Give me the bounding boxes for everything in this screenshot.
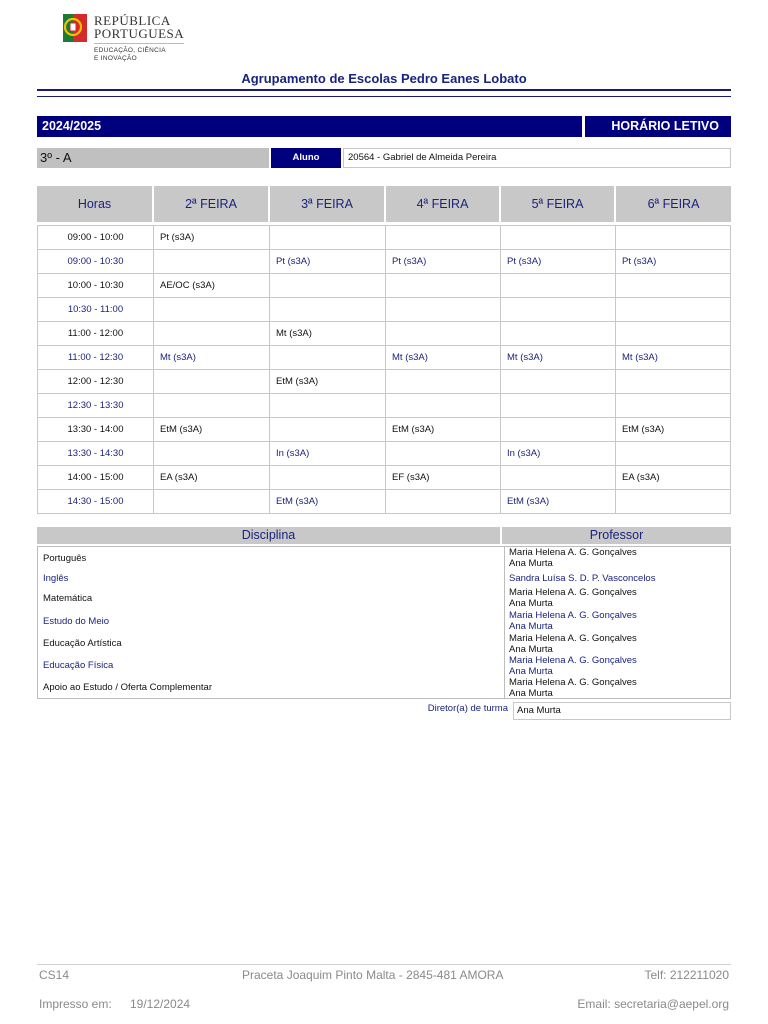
header-rule-thin <box>37 96 731 97</box>
footer-code: CS14 <box>39 968 70 982</box>
logo-line-2: PORTUGUESA <box>94 26 185 41</box>
student-value: 20564 - Gabriel de Almeida Pereira <box>343 148 731 168</box>
table-row <box>37 442 731 466</box>
subject-name: Inglês <box>43 573 69 584</box>
table-cell: Mt (s3A) <box>616 346 731 370</box>
table-row <box>37 418 731 442</box>
teacher-name: Maria Helena A. G. Gonçalves <box>509 547 637 558</box>
table-cell <box>154 298 270 322</box>
table-cell: EtM (s3A) <box>501 490 616 514</box>
table-cell: Pt (s3A) <box>386 250 501 274</box>
header-wednesday: 4ª FEIRA <box>386 186 501 222</box>
time-cell: 10:30 - 11:00 <box>37 298 154 322</box>
table-cell <box>616 225 731 250</box>
logo-ministry-1: EDUCAÇÃO, CIÊNCIA <box>94 47 166 54</box>
printed-date: 19/12/2024 <box>130 997 191 1011</box>
schedule-table <box>37 186 731 514</box>
table-cell <box>270 274 386 298</box>
table-cell <box>616 370 731 394</box>
class-name: 3º - A <box>37 148 269 168</box>
table-cell <box>501 225 616 250</box>
table-cell <box>270 346 386 370</box>
logo-line-1: REPÚBLICA <box>94 13 171 28</box>
footer-phone: Telf: 212211020 <box>644 968 729 982</box>
table-cell <box>386 274 501 298</box>
teacher-header: Professor <box>502 527 731 544</box>
table-cell <box>501 418 616 442</box>
teacher-name: Maria Helena A. G. Gonçalves <box>509 677 637 688</box>
table-cell: In (s3A) <box>270 442 386 466</box>
table-cell <box>270 466 386 490</box>
header-rule <box>37 89 731 91</box>
table-cell: EtM (s3A) <box>386 418 501 442</box>
logo-divider <box>94 43 184 44</box>
time-cell: 14:30 - 15:00 <box>37 490 154 514</box>
header-horas: Horas <box>37 186 154 222</box>
table-cell <box>501 322 616 346</box>
footer-email: Email: secretaria@aepel.org <box>577 997 729 1011</box>
table-cell <box>501 370 616 394</box>
teacher-name: Ana Murta <box>509 621 553 632</box>
list-item <box>38 633 730 655</box>
time-cell: 14:00 - 15:00 <box>37 466 154 490</box>
time-cell: 12:30 - 13:30 <box>37 394 154 418</box>
table-row <box>37 394 731 418</box>
teacher-name: Ana Murta <box>509 644 553 655</box>
table-cell <box>154 370 270 394</box>
teacher-name: Sandra Luísa S. D. P. Vasconcelos <box>509 573 656 584</box>
footer-rule <box>37 964 731 965</box>
table-cell <box>270 225 386 250</box>
school-name: Agrupamento de Escolas Pedro Eanes Lobato <box>241 71 527 86</box>
printed-label: Impresso em: <box>39 997 112 1011</box>
school-year: 2024/2025 <box>37 116 582 137</box>
table-cell <box>616 490 731 514</box>
discipline-header: Disciplina <box>37 527 500 544</box>
table-cell <box>386 225 501 250</box>
document-title: HORÁRIO LETIVO <box>585 116 731 137</box>
table-cell: EtM (s3A) <box>154 418 270 442</box>
student-label: Aluno <box>271 148 341 168</box>
teacher-name: Ana Murta <box>509 688 553 699</box>
time-cell: 09:00 - 10:30 <box>37 250 154 274</box>
table-cell: Mt (s3A) <box>386 346 501 370</box>
table-row <box>37 322 731 346</box>
list-item <box>38 611 730 633</box>
table-row <box>37 298 731 322</box>
table-cell <box>616 274 731 298</box>
table-cell <box>270 394 386 418</box>
table-cell <box>154 322 270 346</box>
table-row <box>37 225 731 250</box>
table-cell <box>501 298 616 322</box>
table-cell <box>154 490 270 514</box>
table-cell: EtM (s3A) <box>270 370 386 394</box>
subject-name: Estudo do Meio <box>43 616 110 627</box>
time-cell: 11:00 - 12:30 <box>37 346 154 370</box>
list-item <box>38 589 730 611</box>
class-director-value: Ana Murta <box>513 702 731 720</box>
table-cell <box>154 442 270 466</box>
table-cell: In (s3A) <box>501 442 616 466</box>
table-cell <box>154 394 270 418</box>
time-cell: 11:00 - 12:00 <box>37 322 154 346</box>
class-director-label: Diretor(a) de turma <box>427 703 508 714</box>
table-cell <box>386 490 501 514</box>
table-cell: EtM (s3A) <box>616 418 731 442</box>
table-cell: EF (s3A) <box>386 466 501 490</box>
table-cell <box>616 394 731 418</box>
list-item <box>38 569 730 589</box>
table-cell: EA (s3A) <box>616 466 731 490</box>
subjects-list <box>37 546 731 699</box>
table-cell <box>154 250 270 274</box>
table-row <box>37 370 731 394</box>
teacher-name: Ana Murta <box>509 558 553 569</box>
subject-name: Apoio ao Estudo / Oferta Complementar <box>43 682 212 693</box>
table-cell: Pt (s3A) <box>501 250 616 274</box>
footer-address: Praceta Joaquim Pinto Malta - 2845-481 AMORA <box>242 968 504 982</box>
header-thursday: 5ª FEIRA <box>501 186 616 222</box>
table-cell <box>501 274 616 298</box>
table-cell: EtM (s3A) <box>270 490 386 514</box>
table-cell <box>386 298 501 322</box>
subject-name: Educação Física <box>43 660 114 671</box>
time-cell: 10:00 - 10:30 <box>37 274 154 298</box>
coat-of-arms-icon <box>62 12 88 46</box>
table-cell: EA (s3A) <box>154 466 270 490</box>
subject-name: Português <box>43 553 87 564</box>
table-cell: Pt (s3A) <box>154 225 270 250</box>
teacher-name: Ana Murta <box>509 598 553 609</box>
table-cell: Mt (s3A) <box>154 346 270 370</box>
teacher-name: Ana Murta <box>509 666 553 677</box>
teacher-name: Maria Helena A. G. Gonçalves <box>509 633 637 644</box>
republic-logo <box>62 12 192 68</box>
table-cell <box>616 298 731 322</box>
header-friday: 6ª FEIRA <box>616 186 731 222</box>
table-cell <box>270 298 386 322</box>
header-tuesday: 3ª FEIRA <box>270 186 386 222</box>
table-cell <box>270 418 386 442</box>
table-cell: Pt (s3A) <box>616 250 731 274</box>
table-cell <box>386 322 501 346</box>
teacher-name: Maria Helena A. G. Gonçalves <box>509 610 637 621</box>
teacher-name: Maria Helena A. G. Gonçalves <box>509 587 637 598</box>
table-row <box>37 490 731 514</box>
time-cell: 13:30 - 14:00 <box>37 418 154 442</box>
schedule-header-row <box>37 186 731 222</box>
list-item <box>38 655 730 677</box>
table-cell <box>386 442 501 466</box>
subject-name: Educação Artística <box>43 638 122 649</box>
table-cell: Pt (s3A) <box>270 250 386 274</box>
table-cell: AE/OC (s3A) <box>154 274 270 298</box>
logo-ministry-2: E INOVAÇÃO <box>94 55 137 62</box>
table-cell <box>386 394 501 418</box>
list-item <box>38 547 730 569</box>
list-item <box>38 677 730 699</box>
table-cell <box>616 322 731 346</box>
table-cell: Mt (s3A) <box>270 322 386 346</box>
table-row <box>37 250 731 274</box>
table-row <box>37 466 731 490</box>
time-cell: 13:30 - 14:30 <box>37 442 154 466</box>
header-monday: 2ª FEIRA <box>154 186 270 222</box>
table-cell <box>386 370 501 394</box>
table-row <box>37 274 731 298</box>
teacher-name: Maria Helena A. G. Gonçalves <box>509 655 637 666</box>
table-cell <box>616 442 731 466</box>
table-cell <box>501 466 616 490</box>
table-cell: Mt (s3A) <box>501 346 616 370</box>
time-cell: 09:00 - 10:00 <box>37 225 154 250</box>
time-cell: 12:00 - 12:30 <box>37 370 154 394</box>
table-cell <box>501 394 616 418</box>
subject-name: Matemática <box>43 593 93 604</box>
table-row <box>37 346 731 370</box>
